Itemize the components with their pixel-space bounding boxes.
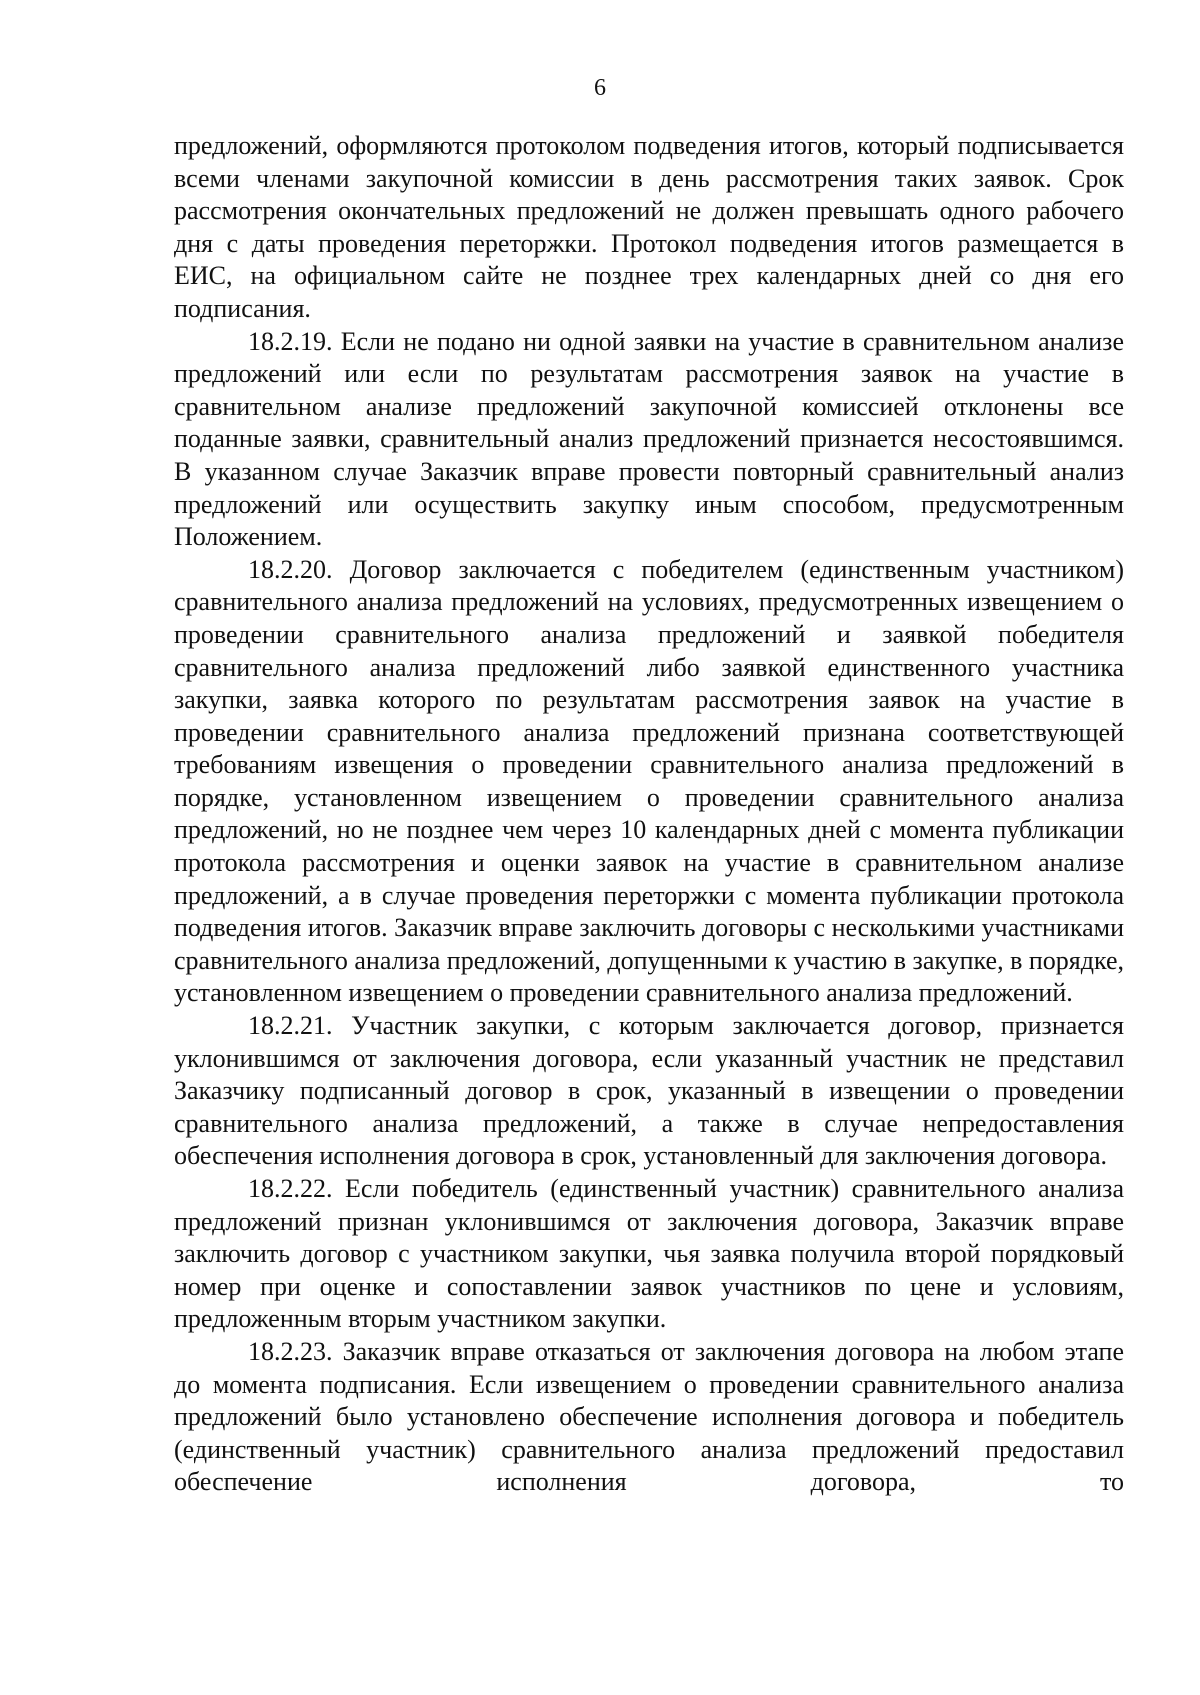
paragraph-18-2-22: 18.2.22. Если победитель (единственный участник) сравнительного анализа предложений признан уклонившимся от заключения договора, Заказчик вправе заключить договор с участником закупки, чья заявка получила второй порядковый номер при оценке и сопоставлении заявок участников по цене и условиям, предложенным вторым участником закупки. [174,1174,1124,1334]
page-number: 6 [594,75,606,101]
paragraph-continuation: предложений, оформляются протоколом подведения итогов, который подписывается всеми членами закупочной комиссии в день рассмотрения таких заявок. Срок рассмотрения окончательных предложений не должен превышать одного рабочего дня с даты проведения переторжки. Протокол подведения итогов размещается в ЕИС, на официальном сайте не позднее трех календарных дней со дня его подписания. [174,131,1124,323]
document-body [174,130,1124,1499]
paragraph-18-2-19: 18.2.19. Если не подано ни одной заявки на участие в сравнительном анализе предложений или если по результатам рассмотрения заявок на участие в сравнительном анализе предложений закупочной комиссией отклонены все поданные заявки, сравнительный анализ предложений признается несостоявшимся. В указанном случае Заказчик вправе провести повторный сравнительный анализ предложений или осуществить закупку иным способом, предусмотренным Положением. [174,326,1124,552]
paragraph-18-2-20: 18.2.20. Договор заключается с победителем (единственным участником) сравнительного анализа предложений на условиях, предусмотренных извещением о проведении сравнительного анализа предложений и заявкой победителя сравнительного анализа предложений либо заявкой единственного участника закупки, заявка которого по результатам рассмотрения заявок на участие в проведении сравнительного анализа предложений признана соответствующей требованиям извещения о проведении сравнительного анализа предложений в порядке, установленном извещением о проведении сравнительного анализа предложений, но не позднее чем через 10 календарных дней с момента публикации протокола рассмотрения и оценки заявок на участие в сравнительном анализе предложений, а в случае проведения переторжки с момента публикации протокола подведения итогов. Заказчик вправе заключить договоры с несколькими участниками сравнительного анализа предложений, допущенными к участию в закупке, в порядке, установленном извещением о проведении сравнительного анализа предложений. [174,554,1124,1008]
paragraph-18-2-23: 18.2.23. Заказчик вправе отказаться от заключения договора на любом этапе до момента подписания. Если извещением о проведении сравнительного анализа предложений было установлено обеспечение исполнения договора и победитель (единственный участник) сравнительного анализа предложений предоставил обеспечение исполнения договора, то [174,1336,1124,1497]
paragraph-18-2-21: 18.2.21. Участник закупки, с которым заключается договор, признается уклонившимся от заключения договора, если указанный участник не представил Заказчику подписанный договор в срок, указанный в извещении о проведении сравнительного анализа предложений, а также в случае непредоставления обеспечения исполнения договора в срок, установленный для заключения договора. [174,1011,1124,1171]
